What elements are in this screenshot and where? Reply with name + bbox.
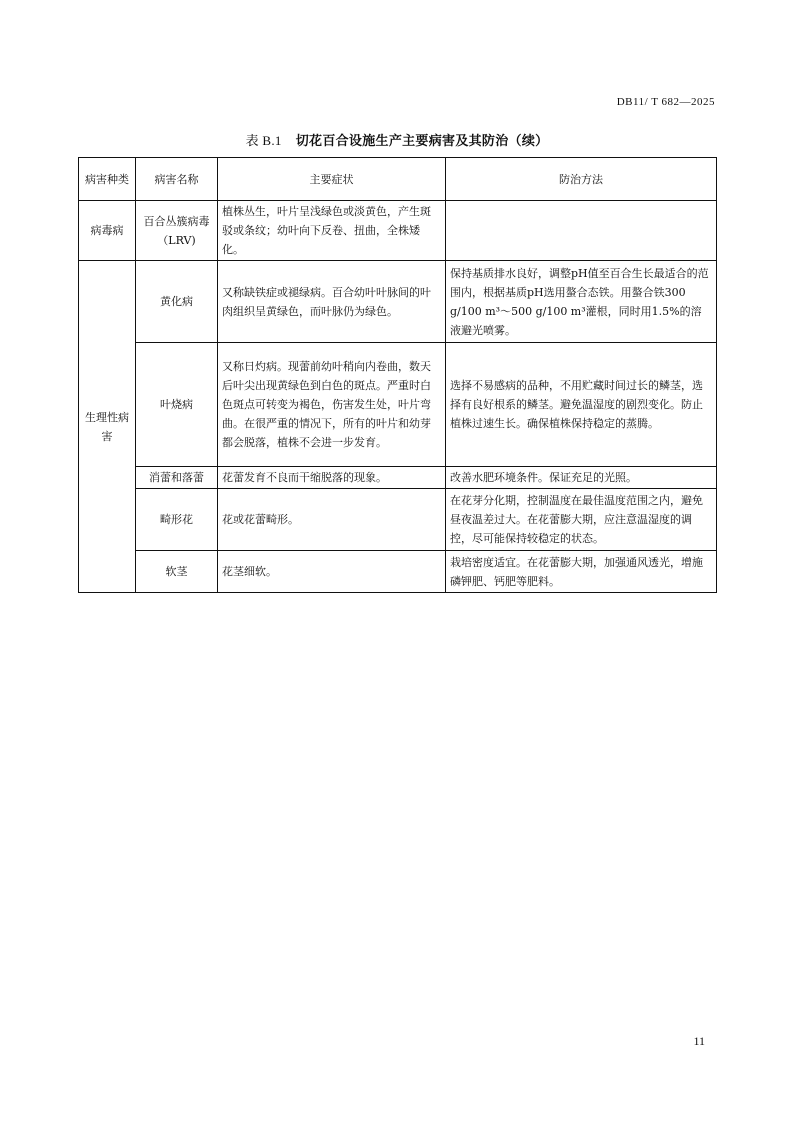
symptom-cell: 花蕾发育不良而干缩脱落的现象。 xyxy=(218,467,446,489)
control-cell: 选择不易感病的品种，不用贮藏时间过长的鳞茎，选择有良好根系的鳞茎。避免温湿度的剧烈变化。防止植株过速生长。确保植株保持稳定的蒸腾。 xyxy=(446,343,717,467)
table-header-row xyxy=(79,158,717,201)
table-row xyxy=(79,551,717,593)
disease-table xyxy=(78,157,717,593)
disease-name-cell: 叶烧病 xyxy=(136,343,218,467)
page-number: 11 xyxy=(693,1034,705,1048)
table-number: 表 B.1 xyxy=(245,133,282,148)
table-title-text: 切花百合设施生产主要病害及其防治（续） xyxy=(295,134,549,149)
table-row xyxy=(79,343,717,467)
symptom-cell: 又称缺铁症或褪绿病。百合幼叶叶脉间的叶肉组织呈黄绿色，而叶脉仍为绿色。 xyxy=(218,261,446,343)
control-cell: 保持基质排水良好，调整pH值至百合生长最适合的范围内，根据基质pH选用螯合态铁。用螯合铁300 g/100 m³～500 g/100 m³灌根，同时用1.5%的溶液避光喷雾。 xyxy=(446,261,717,343)
table-row xyxy=(79,201,717,261)
table-row xyxy=(79,467,717,489)
control-cell: 改善水肥环境条件。保证充足的光照。 xyxy=(446,467,717,489)
col-header-name: 病害名称 xyxy=(136,158,218,201)
col-header-type: 病害种类 xyxy=(79,158,136,201)
symptom-cell: 花茎细软。 xyxy=(218,551,446,593)
table-title xyxy=(78,130,716,149)
table-row xyxy=(79,261,717,343)
disease-type-cell: 病毒病 xyxy=(79,201,136,261)
disease-name-cell: 软茎 xyxy=(136,551,218,593)
disease-name-cell: 消蕾和落蕾 xyxy=(136,467,218,489)
disease-name-cell: 百合丛簇病毒（LRV) xyxy=(136,201,218,261)
table-row xyxy=(79,489,717,551)
symptom-cell: 植株丛生，叶片呈浅绿色或淡黄色，产生斑驳或条纹；幼叶向下反卷、扭曲，全株矮化。 xyxy=(218,201,446,261)
col-header-control: 防治方法 xyxy=(446,158,717,201)
disease-name-cell: 黄化病 xyxy=(136,261,218,343)
disease-name-cell: 畸形花 xyxy=(136,489,218,551)
control-cell: 栽培密度适宜。在花蕾膨大期，加强通风透光，增施磷钾肥、钙肥等肥料。 xyxy=(446,551,717,593)
disease-type-cell: 生理性病害 xyxy=(79,261,136,593)
col-header-symptom: 主要症状 xyxy=(218,158,446,201)
control-cell: 在花芽分化期，控制温度在最佳温度范围之内，避免昼夜温差过大。在花蕾膨大期，应注意温湿度的调控，尽可能保持较稳定的状态。 xyxy=(446,489,717,551)
control-cell xyxy=(446,201,717,261)
standard-code: DB11/ T 682—2025 xyxy=(616,96,715,108)
symptom-cell: 又称日灼病。现蕾前幼叶稍向内卷曲，数天后叶尖出现黄绿色到白色的斑点。严重时白色斑点可转变为褐色，伤害发生处，叶片弯曲。在很严重的情况下，所有的叶片和幼芽都会脱落，植株不会进一步发育。 xyxy=(218,343,446,467)
symptom-cell: 花或花蕾畸形。 xyxy=(218,489,446,551)
